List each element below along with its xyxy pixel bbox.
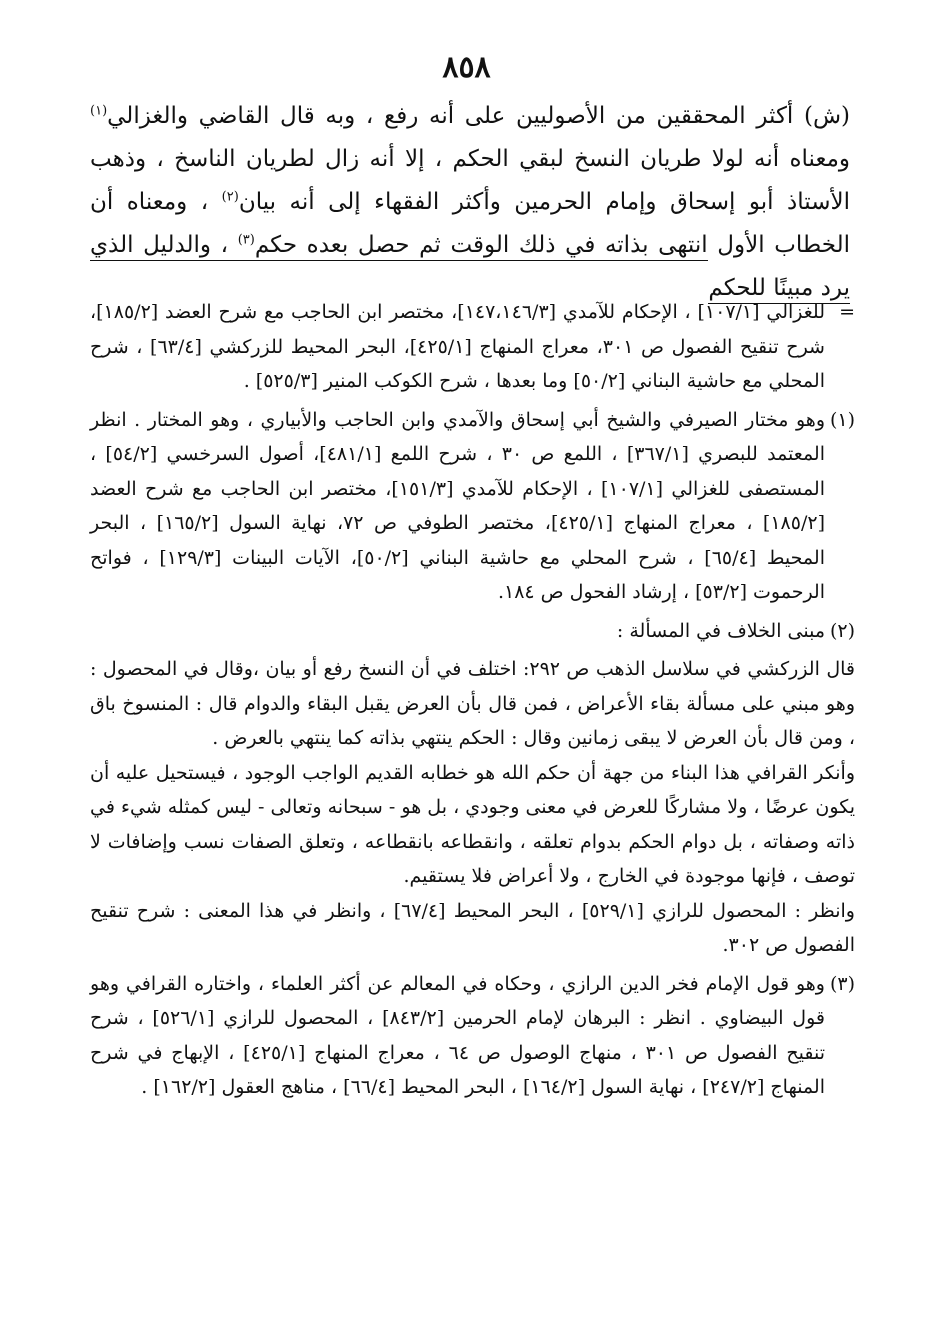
- footnote-3-marker: (٣): [829, 972, 855, 995]
- main-line-4b: ، والدليل الذي يرد مبينًا للحكم: [90, 232, 850, 301]
- footnote-1: [90, 403, 855, 610]
- footnote-2-paragraph-2: وأنكر القرافي هذا البناء من جهة أن حكم الله هو خطابه القديم الواجب الوجود ، فيستحيل عليه أن يكون عرضًا ، ولا مشاركًا للعرض في معنى وجودي ، بل هو - سبحانه وتعالى - ليس كمثله شيء في ذاته وصفاته ، بل دوام الحكم بدوام تعلقه ، وانقطاعه بانقطاعه ، وتعلق الصفات نسب وإضافات لا توصف ، فإنها موجودة في الخارج ، ولا أعراض فلا يستقيم.: [90, 761, 855, 887]
- footnote-3: [90, 967, 855, 1105]
- footnote-continued: [90, 295, 855, 399]
- footnote-2-title: مبنى الخلاف في المسألة :: [616, 619, 825, 642]
- footnote-continued-text: للغزالي [١٠٧/١] ، الإحكام للآمدي [١٤٧،١٤٦/٣]، مختصر ابن الحاجب مع شرح العضد [١٨٥/٢]، شرح تنقيح الفصول ص ٣٠١، معراج المنهاج [٤٢٥/١]، البحر المحيط للزركشي [٦٣/٤] ، شرح المحلي مع حاشية البناني [٥٠/٢] وما بعدها ، شرح الكوكب المنير [٥٢٥/٣] .: [90, 301, 825, 392]
- main-line-2: ومعناه أنه لولا طريان النسخ لبقي الحكم ، إلا أنه زال لطريان الناسخ ، وذهب الأستاذ: [90, 146, 850, 215]
- footnote-continued-marker: =: [839, 301, 855, 323]
- page-number: ٨٥٨: [442, 50, 491, 85]
- footnote-1-marker: (١): [829, 408, 855, 431]
- main-paragraph: [90, 95, 850, 310]
- footnote-ref-2: (٢): [221, 189, 239, 205]
- footnote-2-paragraph-3: وانظر : المحصول للرازي [٥٢٩/١] ، البحر المحيط [٦٧/٤] ، وانظر في هذا المعنى : شرح تنقيح الفصول ص ٣٠٢.: [90, 899, 855, 956]
- footnotes: [90, 295, 855, 1109]
- footnote-2-paragraph-1: قال الزركشي في سلاسل الذهب ص ٢٩٢: اختلف في أن النسخ رفع أو بيان ،وقال في المحصول : وهو مبني على مسألة بقاء الأعراض ، فمن قال بأن العرض يقبل البقاء والدوام قال : المنسوخ باق ، ومن قال بأن العرض لا يبقى زمانين وقال : الحكم ينتهي بذاته كما ينتهي بالعرض .: [90, 658, 855, 749]
- main-line-3b: ، ومعناه أن الخطاب الأول: [90, 189, 851, 258]
- footnote-2-body: [90, 652, 855, 963]
- main-text: [90, 95, 850, 310]
- main-line-1: (ش) أكثر المحققين من الأصوليين على أنه رفع ، وبه قال القاضي والغزالي: [107, 103, 850, 129]
- footnote-ref-1: (١): [90, 103, 108, 119]
- footnote-3-text: وهو قول الإمام فخر الدين الرازي ، وحكاه في المعالم عن أكثر العلماء ، واختاره القرافي وهو قول البيضاوي . انظر : البرهان لإمام الحرمين [٨٤٣/٢] ، المحصول للرازي [٥٢٦/١] ، شرح تنقيح الفصول ص ٣٠١ ، منهاج الوصول ص ٦٤ ، معراج المنهاج [٤٢٥/١] ، الإبهاج في شرح المنهاج [٢٤٧/٢] ، نهاية السول [١٦٤/٢] ، البحر المحيط [٦٦/٤] ، مناهج العقول [١٦٢/٢] .: [90, 972, 826, 1098]
- footnote-ref-3: (٣): [237, 232, 255, 248]
- main-line-3a: أبو إسحاق وإمام الحرمين وأكثر الفقهاء إلى أنه بيان: [238, 189, 774, 215]
- main-line-4a: انتهى بذاته في ذلك الوقت ثم حصل بعده حكم: [254, 232, 708, 258]
- footnote-1-text: وهو مختار الصيرفي والشيخ أبي إسحاق والآمدي وابن الحاجب والأبياري ، وهو المختار . انظر المعتمد للبصري [٣٦٧/١] ، اللمع ص ٣٠ ، شرح اللمع [٤٨١/١]، أصول السرخسي [٥٤/٢] ، المستصفى للغزالي [١٠٧/١] ، الإحكام للآمدي [١٥١/٣]، مختصر ابن الحاجب مع شرح العضد [١٨٥/٢] ، معراج المنهاج [٤٢٥/١]، مختصر الطوفي ص ٧٢، نهاية السول [١٦٥/٢] ، البحر المحيط [٦٥/٤] ، شرح المحلي مع حاشية البناني [٥٠/٢]، الآيات البينات [١٢٩/٣] ، فواتح الرحموت [٥٣/٢] ، إرشاد الفحول ص ١٨٤.: [90, 408, 826, 603]
- footnote-2: [90, 614, 855, 649]
- footnote-2-marker: (٢): [829, 619, 855, 642]
